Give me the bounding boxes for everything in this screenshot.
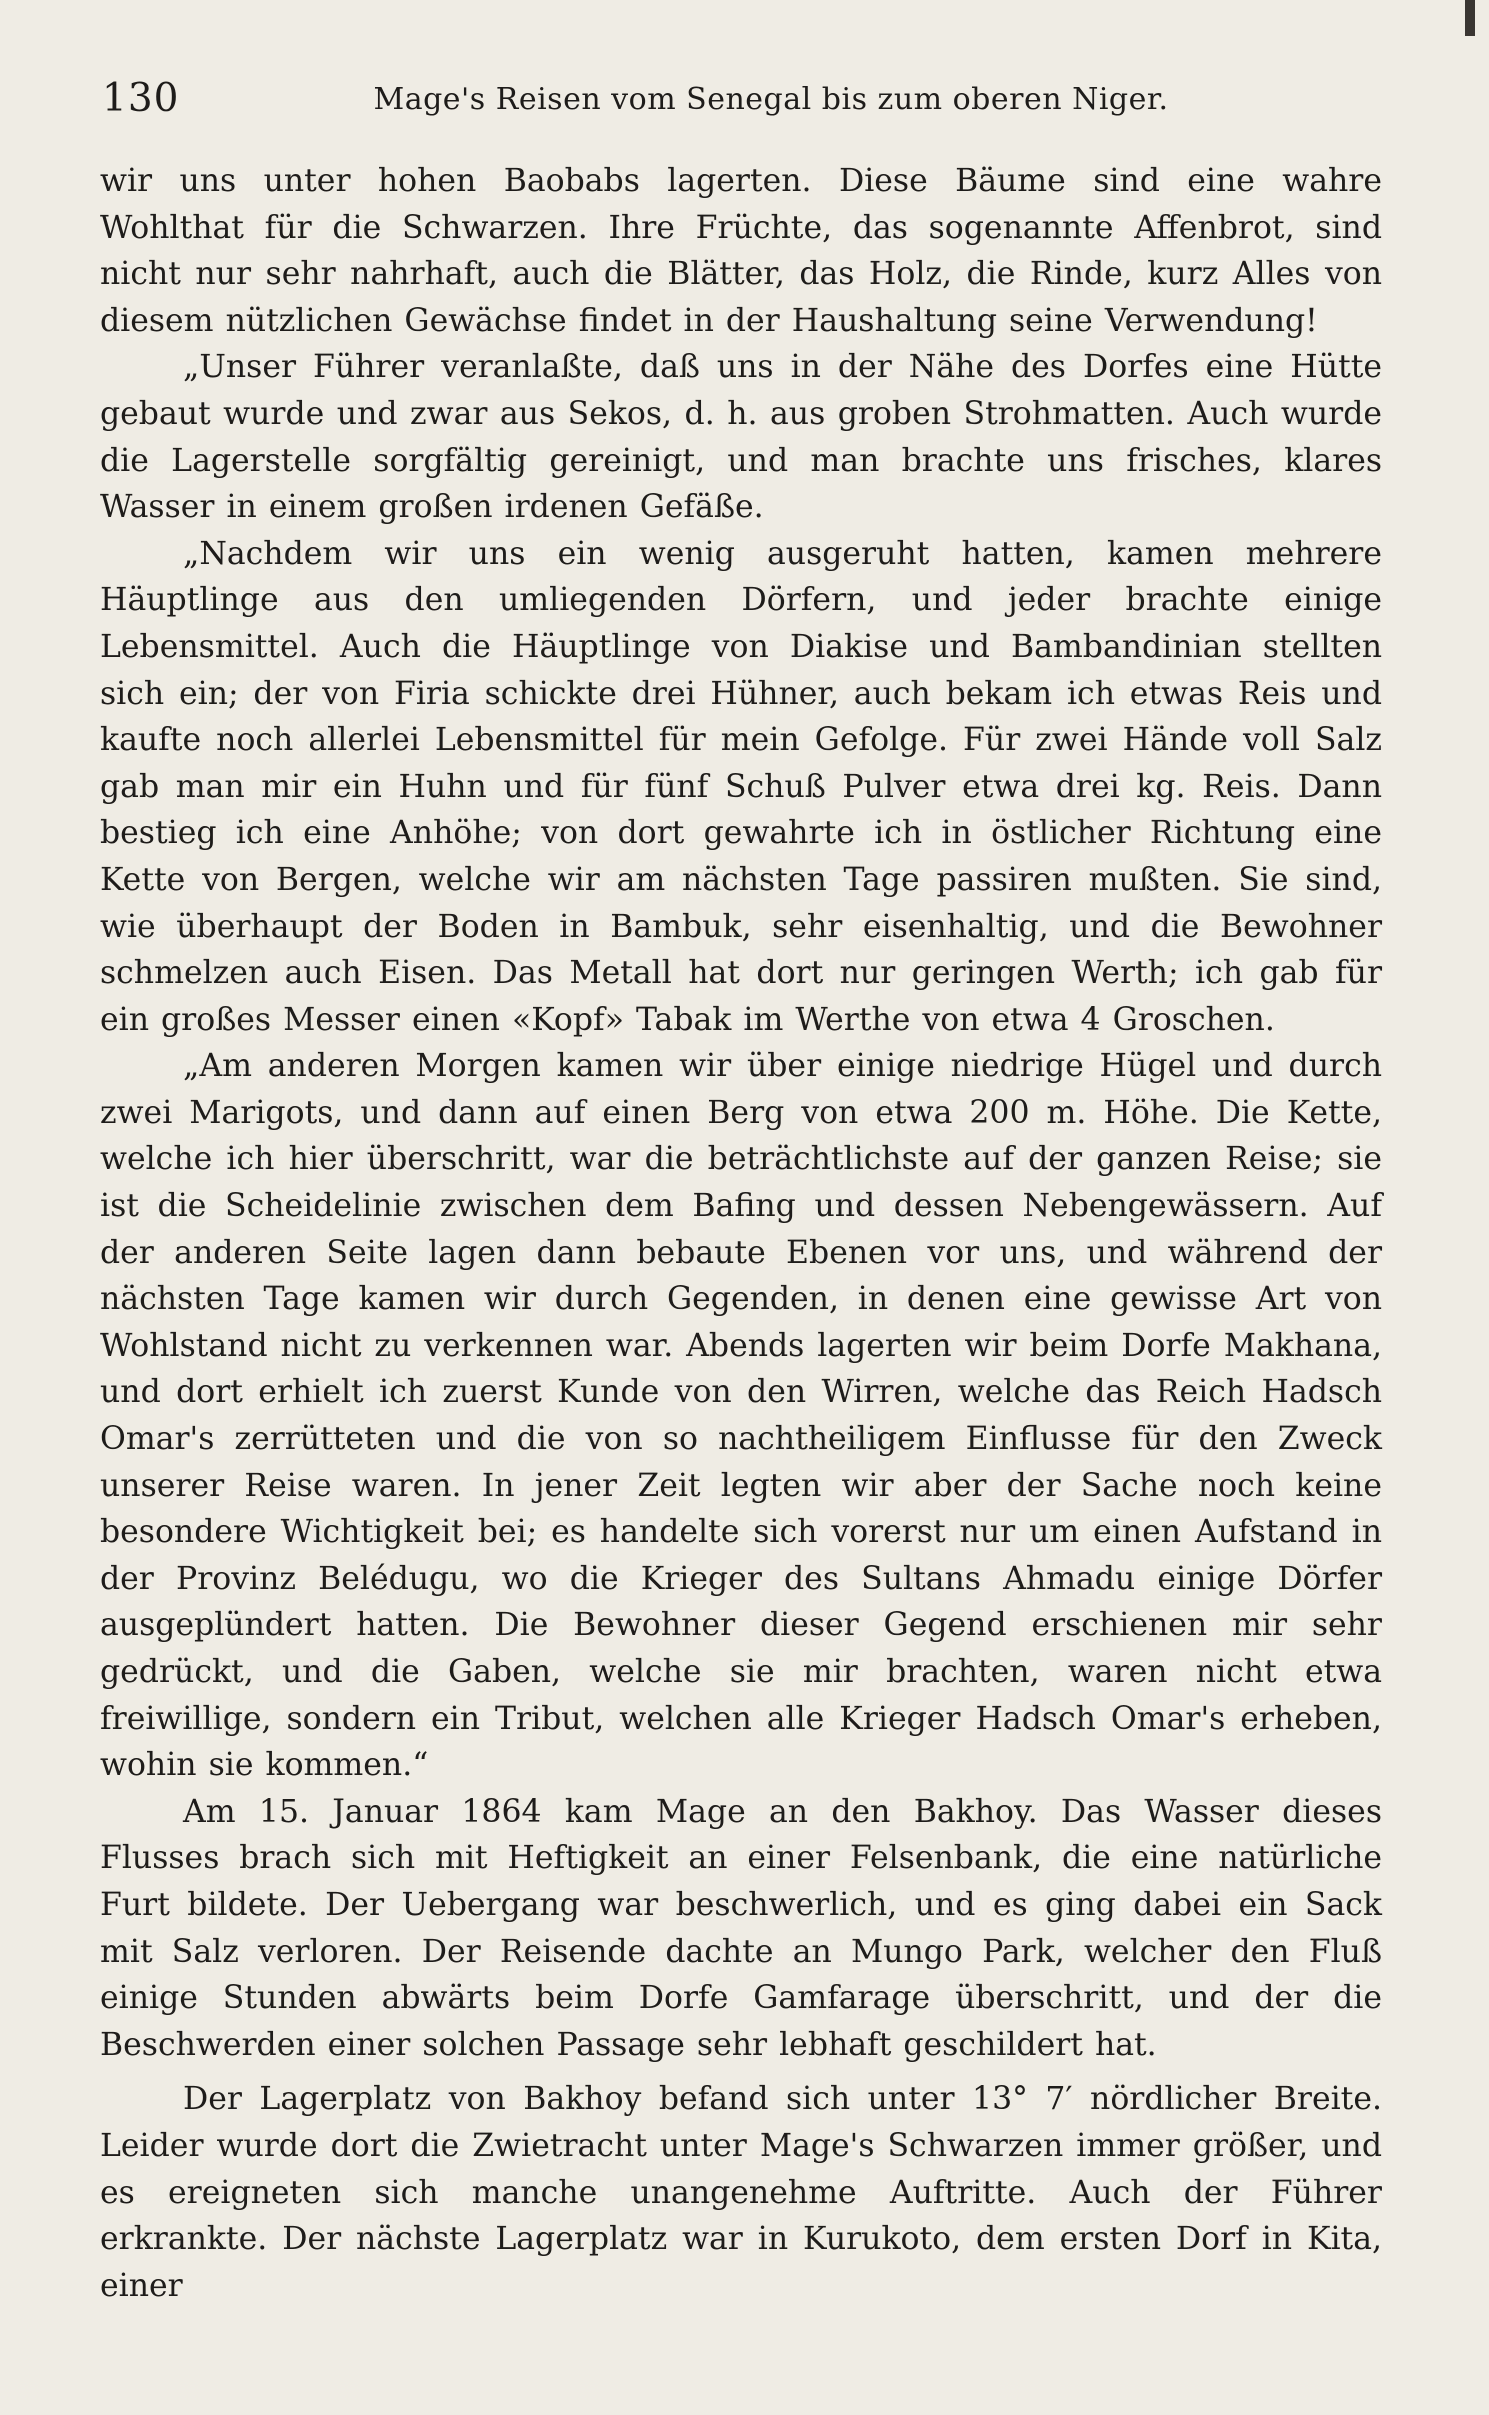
page-number: 130	[102, 76, 180, 121]
paragraph: Der Lagerplatz von Bakhoy befand sich unter 13° 7′ nördlicher Breite. Leider wurde dort die Zwietracht unter Mage's Schwarzen immer größer, und es ereigneten sich manche unangenehme Auftritte. Auch der Führer erkrankte. Der nächste Lagerplatz war in Kurukoto, dem ersten Dorf in Kita, einer	[100, 2081, 1382, 2304]
paragraph-continuation: wir uns unter hohen Baobabs lagerten. Diese Bäume sind eine wahre Wohlthat für die Schwarzen. Ihre Früchte, das sogenannte Affenbrot, sind nicht nur sehr nahrhaft, auch die Blätter, das Holz, die Rinde, kurz Alles von diesem nützlichen Gewächse findet in der Haushaltung seine Verwendung!	[100, 163, 1382, 339]
page-edge-mark	[1465, 0, 1475, 36]
paragraph: „Nachdem wir uns ein wenig ausgeruht hatten, kamen mehrere Häuptlinge aus den umliegenden Dörfern, und jeder brachte einige Lebensmittel. Auch die Häuptlinge von Diakise und Bambandinian stellten sich ein; der von Firia schickte drei Hühner, auch bekam ich etwas Reis und kaufte noch allerlei Lebensmittel für mein Gefolge. Für zwei Hände voll Salz gab man mir ein Huhn und für fünf Schuß Pulver etwa drei kg. Reis. Dann bestieg ich eine Anhöhe; von dort gewahrte ich in östlicher Richtung eine Kette von Bergen, welche wir am nächsten Tage passiren mußten. Sie sind, wie überhaupt der Boden in Bambuk, sehr eisenhaltig, und die Bewohner schmelzen auch Eisen. Das Metall hat dort nur geringen Werth; ich gab für ein großes Messer einen «Kopf» Tabak im Werthe von etwa 4 Groschen.	[100, 535, 1382, 1038]
paragraph: „Unser Führer veranlaßte, daß uns in der Nähe des Dorfes eine Hütte gebaut wurde und zwar aus Sekos, d. h. aus groben Strohmatten. Auch wurde die Lagerstelle sorgfältig gereinigt, und man brachte uns frisches, klares Wasser in einem großen irdenen Gefäße.	[100, 349, 1382, 526]
book-page	[100, 70, 1382, 2370]
body-text	[100, 158, 1382, 2309]
running-title: Mage's Reisen vom Senegal bis zum oberen Niger.	[373, 82, 1169, 117]
paragraph: „Am anderen Morgen kamen wir über einige niedrige Hügel und durch zwei Marigots, und dann auf einen Berg von etwa 200 m. Höhe. Die Kette, welche ich hier überschritt, war die beträchtlichste auf der ganzen Reise; sie ist die Scheidelinie zwischen dem Bafing und dessen Nebengewässern. Auf der anderen Seite lagen dann bebaute Ebenen vor uns, und während der nächsten Tage kamen wir durch Gegenden, in denen eine gewisse Art von Wohlstand nicht zu verkennen war. Abends lagerten wir beim Dorfe Makhana, und dort erhielt ich zuerst Kunde von den Wirren, welche das Reich Hadsch Omar's zerrütteten und die von so nachtheiligem Einflusse für den Zweck unserer Reise waren. In jener Zeit legten wir aber der Sache noch keine besondere Wichtigkeit bei; es handelte sich vorerst nur um einen Aufstand in der Provinz Belédugu, wo die Krieger des Sultans Ahmadu einige Dörfer ausgeplündert hatten. Die Bewohner dieser Gegend erschienen mir sehr gedrückt, und die Gaben, welche sie mir brachten, waren nicht etwa freiwillige, sondern ein Tribut, welchen alle Krieger Hadsch Omar's erheben, wohin sie kommen.“	[100, 1048, 1382, 1784]
page-header	[100, 70, 1382, 132]
paragraph: Am 15. Januar 1864 kam Mage an den Bakhoy. Das Wasser dieses Flusses brach sich mit Heftigkeit an einer Felsenbank, die eine natürliche Furt bildete. Der Uebergang war beschwerlich, und es ging dabei ein Sack mit Salz verloren. Der Reisende dachte an Mungo Park, welcher den Fluß einige Stunden abwärts beim Dorfe Gamfarage überschritt, und der die Beschwerden einer solchen Passage sehr lebhaft geschildert hat.	[100, 1793, 1382, 2063]
